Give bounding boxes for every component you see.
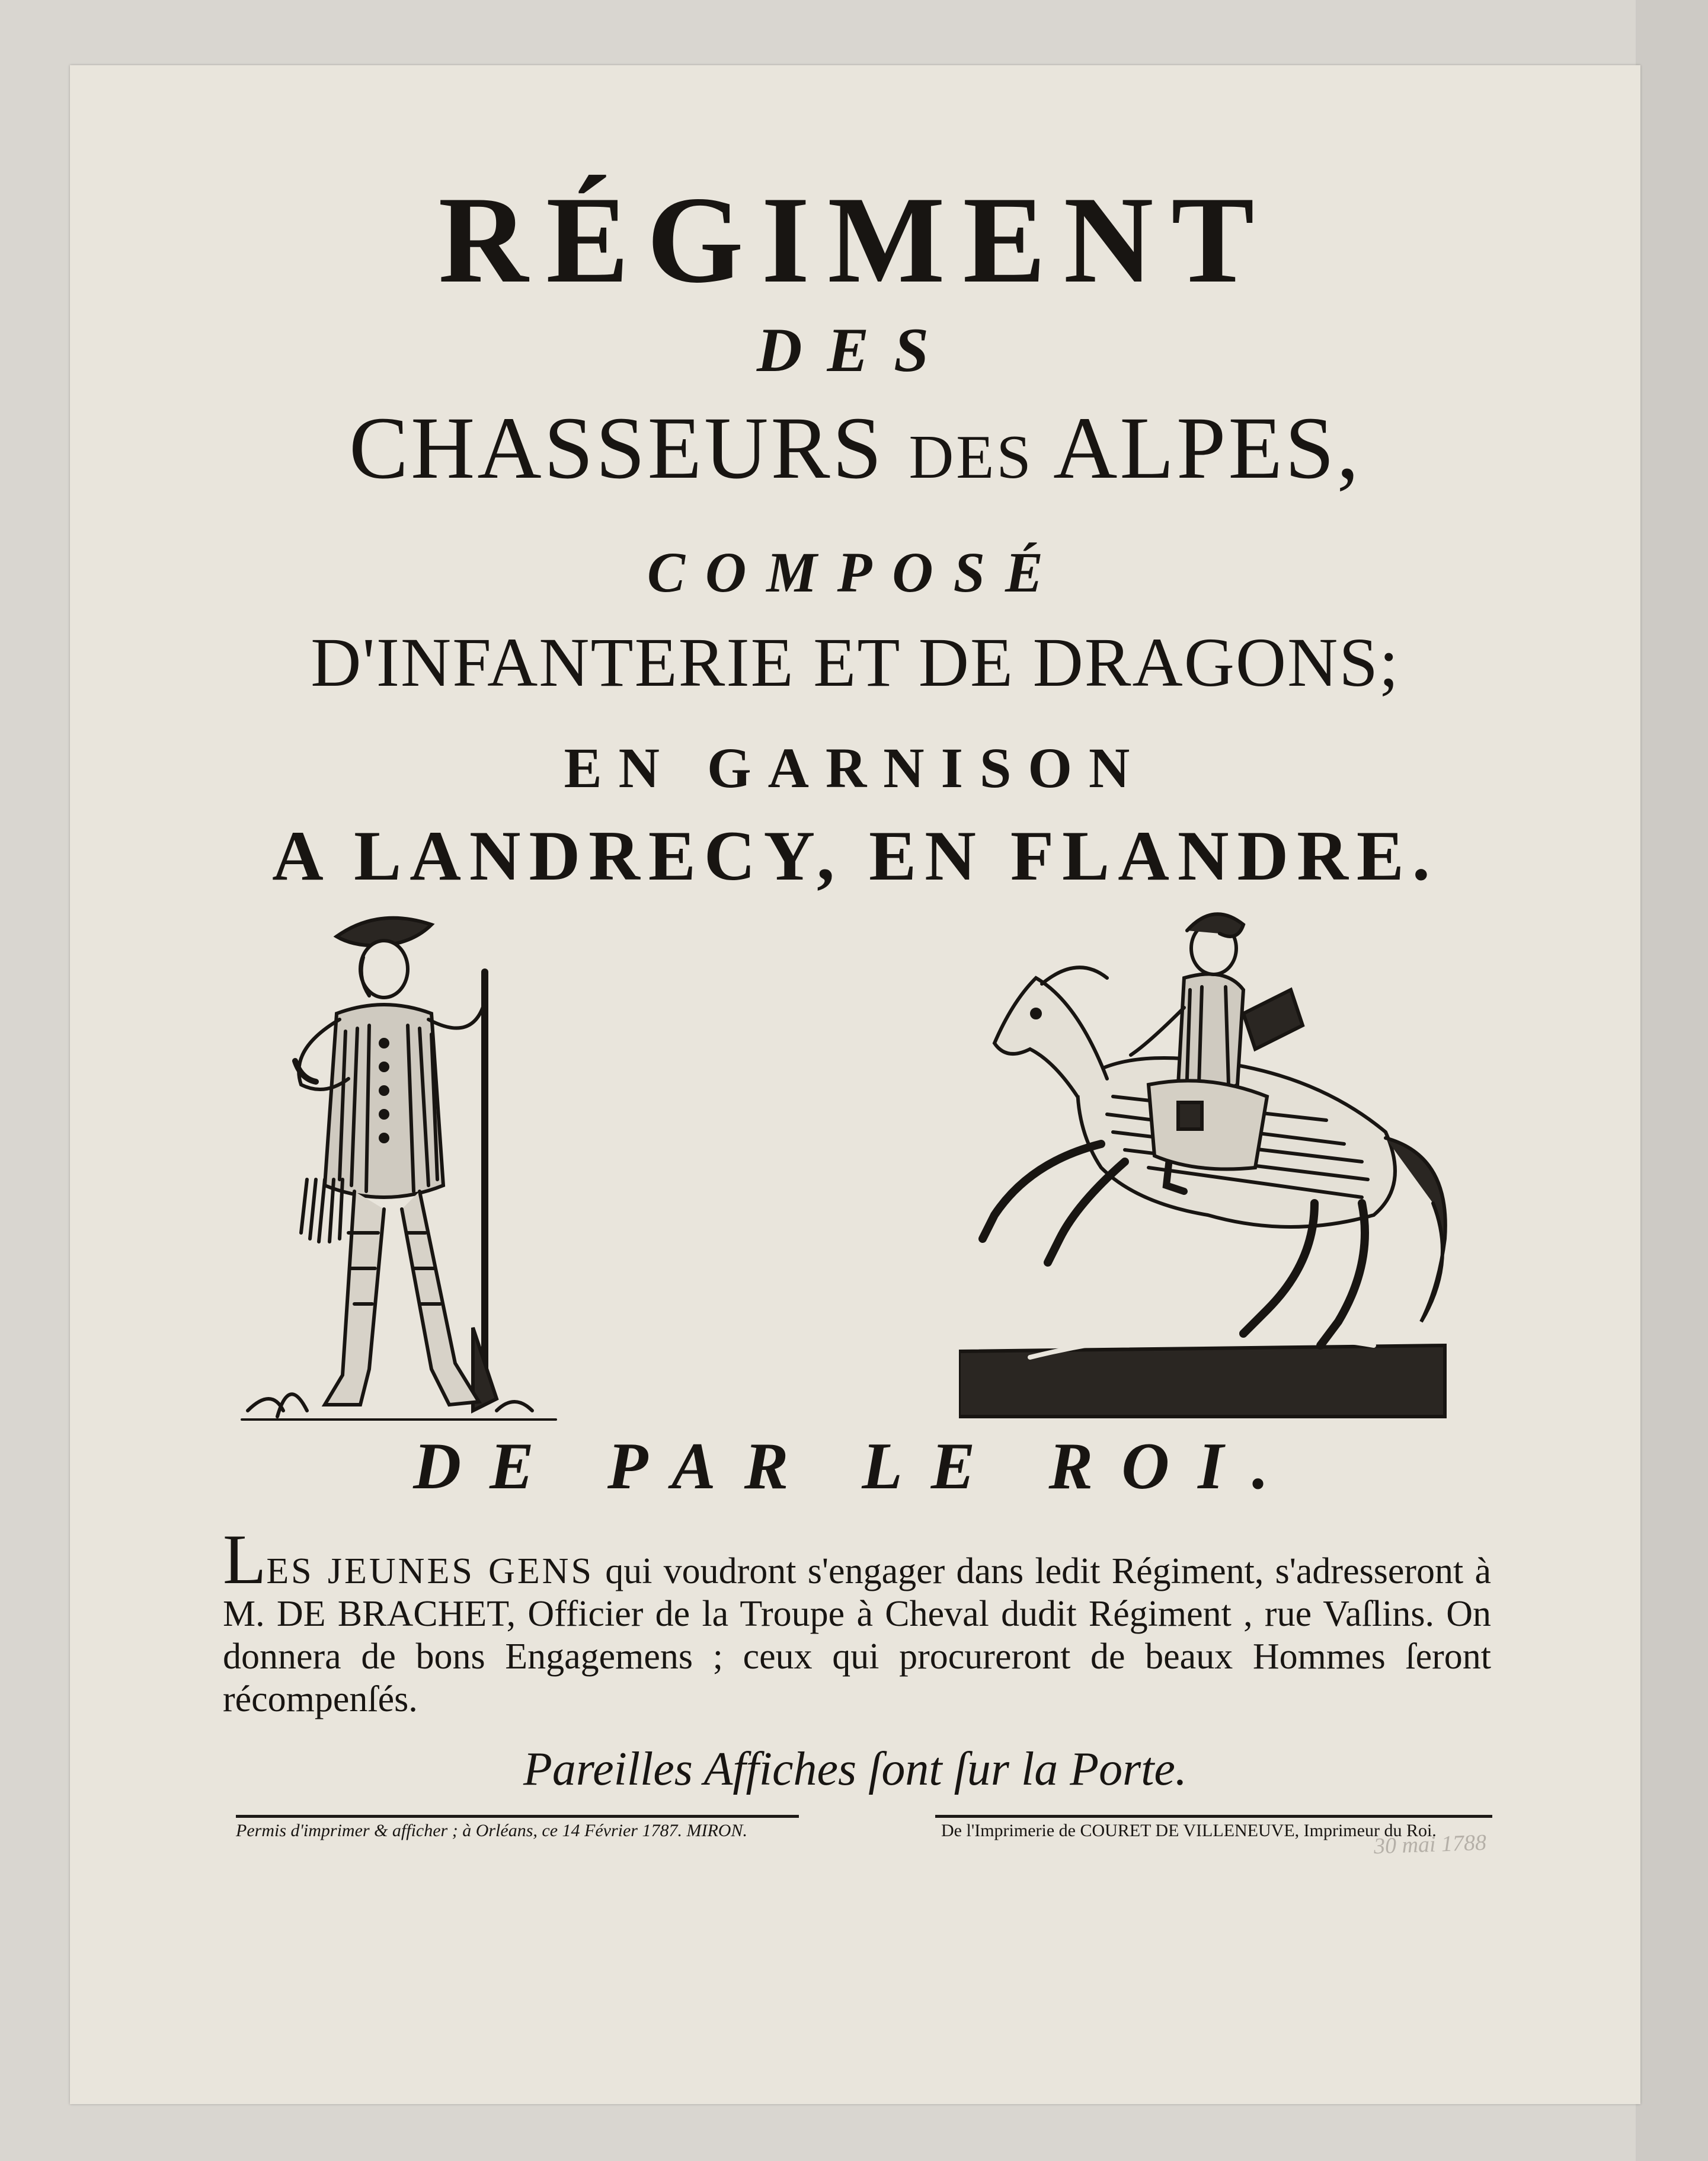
poster-title: RÉGIMENT (438, 171, 1272, 309)
officer-name: M. DE BRACHET (223, 1594, 507, 1634)
heading-chasseurs-word: CHASSEURS (348, 399, 884, 497)
paragraph-text-2: , Officier de la Troupe à Cheval dudit Régiment , rue Vaſlins. On donnera de bons Engagemens ; ceux qui procureront de beaux Hommes ſeront récompenſés. (223, 1594, 1492, 1719)
drop-cap: L (223, 1520, 267, 1599)
heading-alpes: ALPES, (1053, 399, 1361, 497)
pareilles-affiches: Pareilles Affiches ſont ſur la Porte. (523, 1743, 1187, 1795)
de-par-le-roi: DE PAR LE ROI. (413, 1430, 1297, 1503)
heading-landrecy: A LANDRECY, EN FLANDRE. (272, 816, 1438, 895)
heading-garnison: EN GARNISON (564, 736, 1147, 800)
footer-rule-right (935, 1815, 1492, 1818)
paragraph-caps: ES JEUNES GENS (266, 1551, 594, 1591)
heading-des-small: DES (909, 422, 1034, 491)
heading-compose: COMPOSÉ (647, 541, 1064, 604)
body-paragraph (223, 1520, 1492, 1721)
footer-rule-left (236, 1815, 799, 1818)
heading-infanterie: D'INFANTERIE ET DE DRAGONS; (311, 624, 1400, 701)
printing-permit: Permis d'imprimer & afficher ; à Orléans, ce 14 Février 1787. MIRON. (236, 1821, 747, 1840)
printer-imprint: De l'Imprimerie de COURET DE VILLENEUVE, Imprimeur du Roi. (941, 1821, 1437, 1840)
heading-des: DES (756, 315, 954, 385)
paragraph-text-1: qui voudront s'engager dans ledit Régiment, s'adresseront à (593, 1551, 1491, 1591)
backing-board (1636, 0, 1708, 2161)
recruitment-poster (70, 65, 1640, 2104)
handwritten-date: 30 mai 1788 (1373, 1830, 1487, 1859)
dragoon-horse-illustration (959, 907, 1516, 1422)
heading-chasseurs (70, 397, 1640, 499)
infantry-soldier-illustration (236, 901, 568, 1428)
